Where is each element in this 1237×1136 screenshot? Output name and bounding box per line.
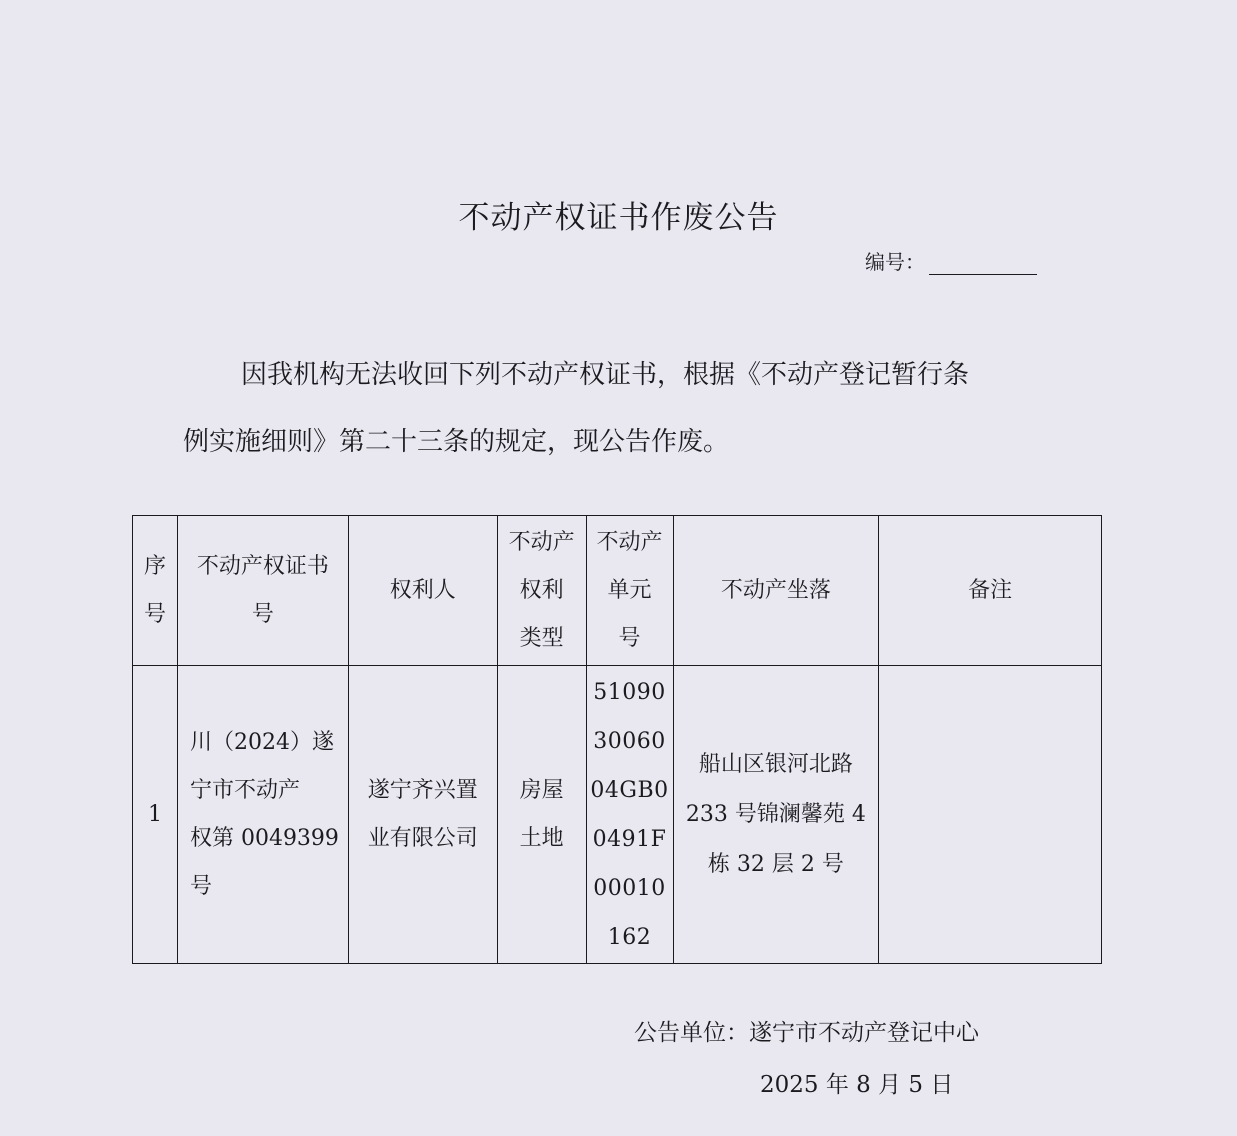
issuing-unit: 公告单位：遂宁市不动产登记中心	[634, 1020, 979, 1046]
header-right-type: 不动产 权利 类型	[497, 516, 586, 666]
body-paragraph-line-1: 因我机构无法收回下列不动产权证书，根据《不动产登记暂行条	[241, 360, 970, 390]
serial-label: 编号：	[865, 250, 925, 274]
table-header-row	[133, 516, 1102, 666]
cell-remark	[879, 666, 1102, 964]
cell-unit-no: 51090 30060 04GB0 0491F 00010 162	[586, 666, 673, 964]
header-owner: 权利人	[348, 516, 497, 666]
cell-seq: 1	[133, 666, 178, 964]
issue-date: 2025 年 8 月 5 日	[760, 1072, 954, 1098]
table-row	[133, 666, 1102, 964]
header-cert-no: 不动产权证书 号	[177, 516, 348, 666]
cell-owner: 遂宁齐兴置 业有限公司	[348, 666, 497, 964]
cell-cert-no: 川（2024）遂 宁市不动产 权第 0049399 号	[177, 666, 348, 964]
serial-number	[865, 246, 1037, 275]
header-remark: 备注	[879, 516, 1102, 666]
header-unit-no: 不动产 单元 号	[586, 516, 673, 666]
body-paragraph-line-2: 例实施细则》第二十三条的规定，现公告作废。	[183, 427, 730, 457]
cell-location: 船山区银河北路 233 号锦澜馨苑 4 栋 32 层 2 号	[673, 666, 879, 964]
cell-right-type: 房屋 土地	[497, 666, 586, 964]
header-location: 不动产坐落	[673, 516, 879, 666]
certificate-table	[132, 515, 1102, 964]
header-seq: 序 号	[133, 516, 178, 666]
document-title: 不动产权证书作废公告	[458, 200, 779, 236]
serial-blank-line	[929, 252, 1037, 275]
